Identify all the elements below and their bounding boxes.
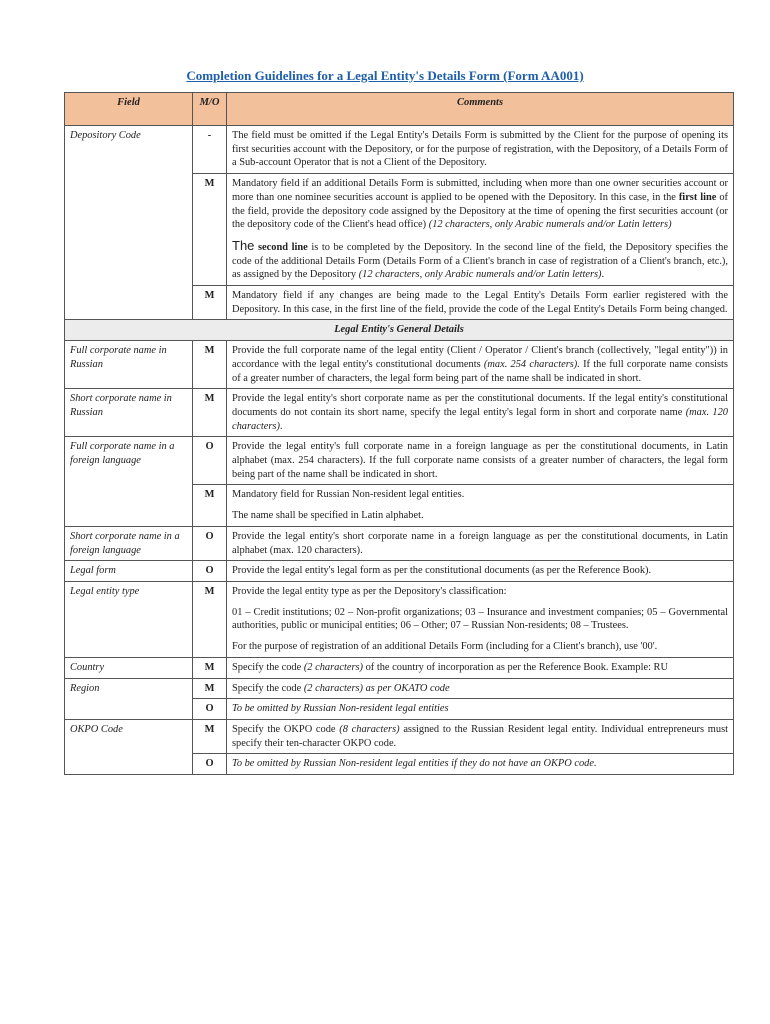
comment-text: Provide the legal entity's legal form as per the constitutional documents (as per the Reference Book). [227,561,734,582]
field-country: Country [65,657,193,678]
table-row [65,581,734,657]
header-mo: M/O [193,93,227,126]
comment-text: Specify the code (2 characters) of the country of incorporation as per the Reference Book. Example: RU [227,657,734,678]
field-full-name-foreign: Full corporate name in a foreign language [65,437,193,527]
mo-value: M [193,485,227,526]
field-legal-entity-type: Legal entity type [65,581,193,657]
mo-value: M [193,581,227,657]
header-comments: Comments [227,93,734,126]
header-field: Field [65,93,193,126]
table-row [65,526,734,560]
section-title: Legal Entity's General Details [65,320,734,341]
mo-value: M [193,719,227,753]
mo-value: O [193,699,227,720]
mo-value: O [193,561,227,582]
field-full-name-ru: Full corporate name in Russian [65,341,193,389]
guidelines-table [64,92,734,775]
table-row [65,126,734,174]
mo-value: M [193,174,227,286]
table-row [65,719,734,753]
mo-value: M [193,657,227,678]
mo-value: - [193,126,227,174]
table-row [65,437,734,485]
field-short-name-ru: Short corporate name in Russian [65,389,193,437]
table-row [65,389,734,437]
comment-text: Mandatory field if an additional Details Form is submitted, including when more than one owner securities account or more than one nominee securities account is applied to be opened with the Depository. In this case, in the first line of the field, provide the depository code assigned by the Depository at the time of opening the first securities account (or the depository code of the Client's head office) (12 characters, only Arabic numerals and/or Latin letters) The second line is to be completed by the Depository. In the second line of the field, the Depository specifies the code of the additional Details Form (Details Form of a Client's branch in case of registration of a Client's branch, etc.), as assigned by the Depository (12 characters, only Arabic numerals and/or Latin letters). [227,174,734,286]
comment-text: Specify the OKPO code (8 characters) assigned to the Russian Resident legal entity. Individual entrepreneurs must specify their ten-character OKPO code. [227,719,734,753]
mo-value: O [193,437,227,485]
comment-text: Provide the legal entity's short corporate name in a foreign language as per the constitutional documents, in Latin alphabet (max. 120 characters). [227,526,734,560]
comment-text: Provide the full corporate name of the legal entity (Client / Operator / Client's branch (collectively, "legal entity")) in accordance with the legal entity's constitutional documents (max. 254 characters). If the full corporate name consists of a greater number of characters, the legal form being part of the name shall be indicated in short. [227,341,734,389]
mo-value: O [193,754,227,775]
comment-text: Mandatory field if any changes are being made to the Legal Entity's Details Form earlier registered with the Depository. In this case, in the first line of the field, provide the code of the Legal Entity's Details Form being changed. [227,286,734,320]
table-row [65,678,734,699]
comment-text: Mandatory field for Russian Non-resident legal entities. The name shall be specified in Latin alphabet. [227,485,734,526]
mo-value: O [193,526,227,560]
comment-text: To be omitted by Russian Non-resident legal entities if they do not have an OKPO code. [227,754,734,775]
document-title: Completion Guidelines for a Legal Entity's Details Form (Form AA001) [186,68,584,83]
mo-value: M [193,286,227,320]
section-header-row [65,320,734,341]
field-region: Region [65,678,193,719]
comment-text: The field must be omitted if the Legal Entity's Details Form is submitted by the Client for the purpose of opening its first securities account with the Depository, or for the purpose of registration, with the Depository, of a Details Form of a Sub-account Operator that is not a Client of the Depository. [227,126,734,174]
comment-text: To be omitted by Russian Non-resident legal entities [227,699,734,720]
field-okpo-code: OKPO Code [65,719,193,774]
table-row [65,561,734,582]
mo-value: M [193,341,227,389]
table-row [65,657,734,678]
mo-value: M [193,389,227,437]
field-short-name-foreign: Short corporate name in a foreign language [65,526,193,560]
mo-value: M [193,678,227,699]
comment-text: Provide the legal entity's short corporate name as per the constitutional documents. If the legal entity's constitutional documents do not contain its short name, specify the legal entity's legal form in short and corporate name (max. 120 characters). [227,389,734,437]
comment-text: Provide the legal entity type as per the Depository's classification: 01 – Credit institutions; 02 – Non-profit organizations; 03 – Insurance and investment companies; 05 – Governmental authorities, public or municipal entities; 06 – Other; 07 – Russian Non-residents; 08 – Trustees. For the purpose of registration of an additional Details Form (including for a Client's branch), use '00'. [227,581,734,657]
comment-text: Specify the code (2 characters) as per OKATO code [227,678,734,699]
comment-text: Provide the legal entity's full corporate name in a foreign language as per the constitutional documents, in Latin alphabet (max. 254 characters). If the full corporate name consists of a greater number of characters, the legal form being part of the name shall be indicated in short. [227,437,734,485]
field-depository-code: Depository Code [65,126,193,320]
table-row [65,341,734,389]
table-header-row [65,93,734,126]
field-legal-form: Legal form [65,561,193,582]
